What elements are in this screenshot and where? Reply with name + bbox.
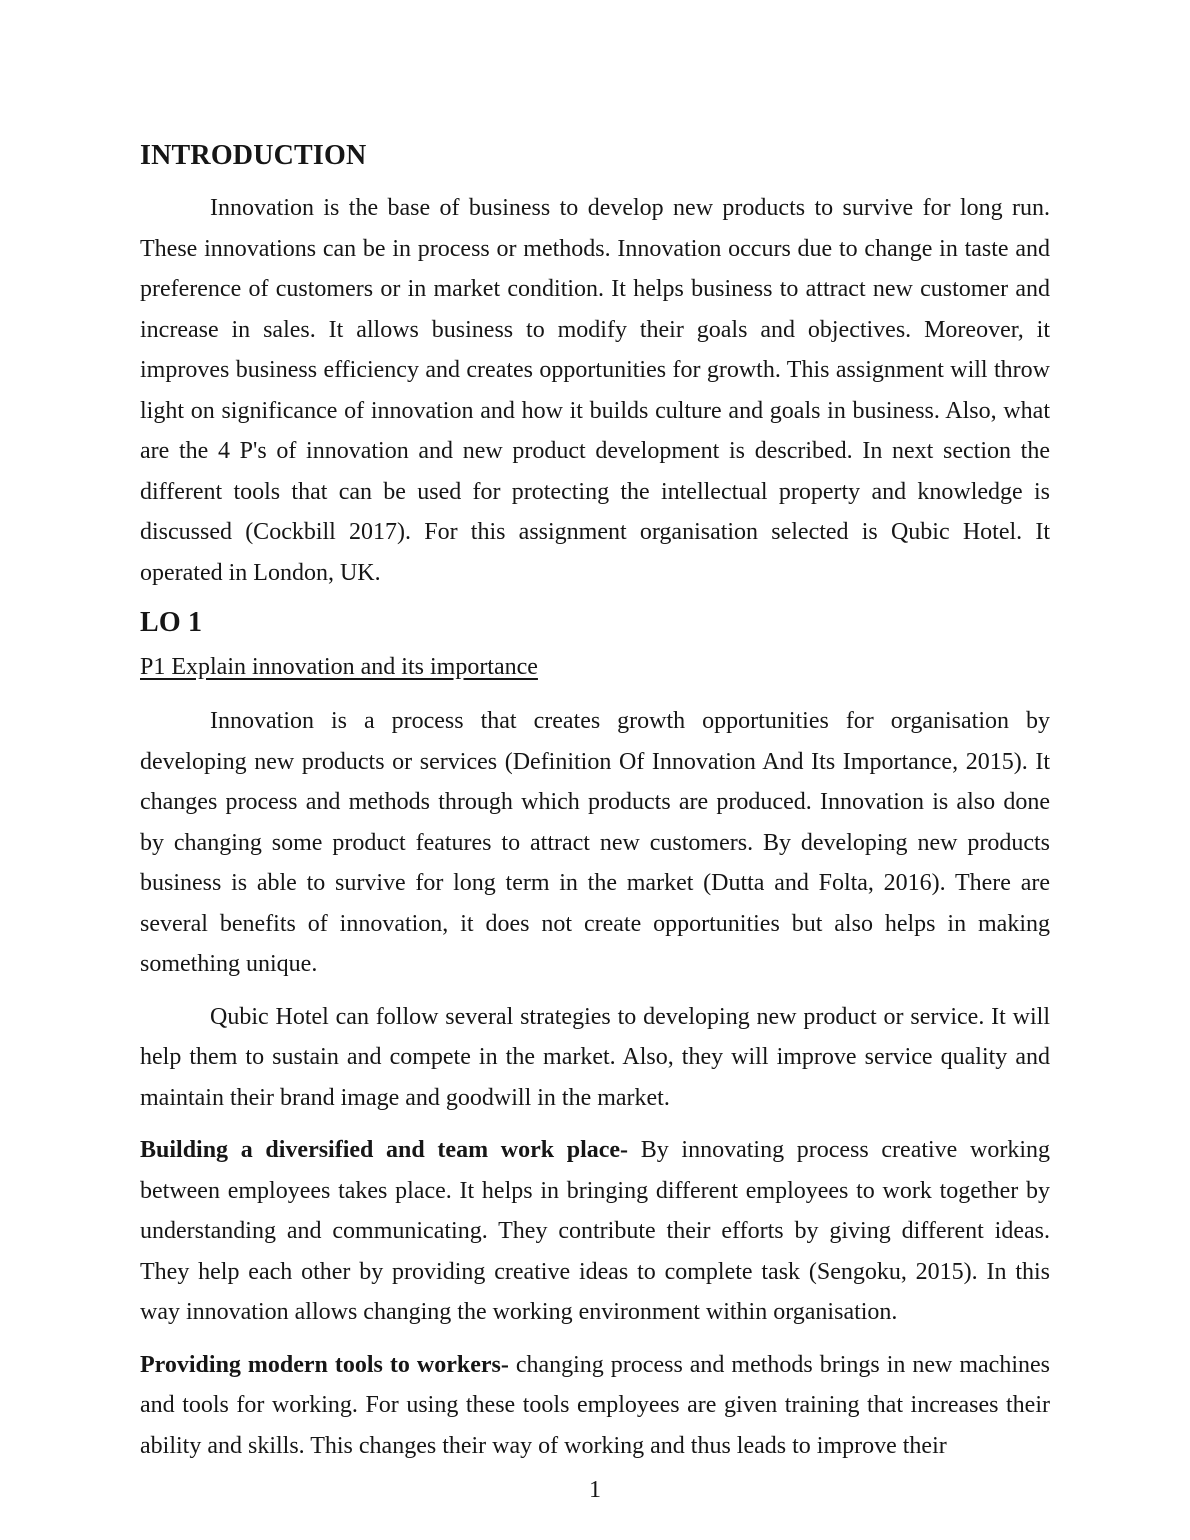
p1-paragraph-innovation-process: Innovation is a process that creates growth opportunities for organisation by developing new products or services (Definition Of Innovation And Its Importance, 2015). It changes process and methods through which products are produced. Innovation is also done by changing some product features to attract new customers. By developing new products business is able to survive for long term in the market (Dutta and Folta, 2016). There are several benefits of innovation, it does not create opportunities but also helps in making something unique. [140, 708, 1050, 977]
providing-tools-body: changing process and methods brings in new machines and tools for working. For using these tools employees are given training that increases their ability and skills. This changes their way of working and thus leads to improve their [140, 1351, 1050, 1459]
building-workplace-lead: Building a diversified and team work place- [140, 1137, 629, 1163]
page-number: 1 [589, 1477, 601, 1503]
introduction-paragraph: Innovation is the base of business to develop new products to survive for long run. These innovations can be in process or methods. Innovation occurs due to change in taste and preference of customers or in market condition. It helps business to attract new customer and increase in sales. It allows business to modify their goals and objectives. Moreover, it improves business efficiency and creates opportunities for growth. This assignment will throw light on significance of innovation and how it builds culture and goals in business. Also, what are the 4 P's of innovation and new product development is described. In next section the different tools that can be used for protecting the intellectual property and knowledge is discussed (Cockbill 2017). For this assignment organisation selected is Qubic Hotel. It operated in London, UK. [140, 195, 1050, 586]
paragraph-building-workplace [140, 1130, 1050, 1333]
lo1-heading: LO 1 [140, 607, 203, 638]
building-workplace-body: By innovating process creative working between employees takes place. It helps in bringing different employees to work together by understanding and communicating. They contribute their efforts by giving different ideas. They help each other by providing creative ideas to complete task (Sengoku, 2015). In this way innovation allows changing the working environment within organisation. [140, 1137, 1050, 1325]
paragraph-providing-tools [140, 1345, 1050, 1467]
p1-subheading: P1 Explain innovation and its importance [140, 654, 538, 680]
p1-paragraph-qubic-hotel: Qubic Hotel can follow several strategies to developing new product or service. It will help them to sustain and compete in the market. Also, they will improve service quality and maintain their brand image and goodwill in the market. [140, 1003, 1050, 1111]
introduction-heading: INTRODUCTION [140, 140, 367, 171]
providing-tools-lead: Providing modern tools to workers- [140, 1351, 509, 1378]
